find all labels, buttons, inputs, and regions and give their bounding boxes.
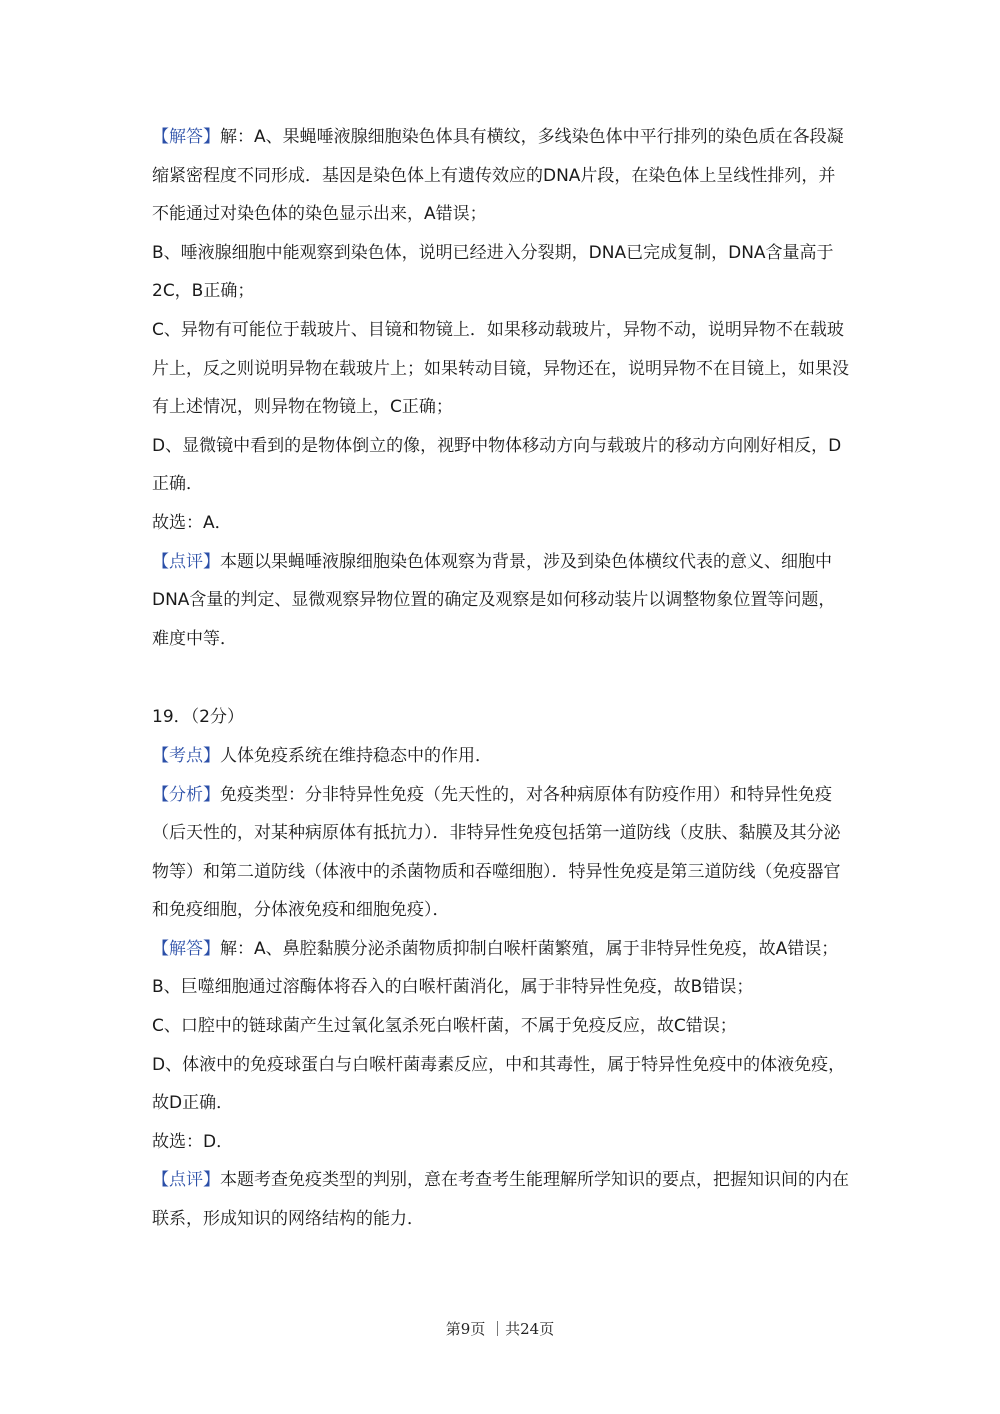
section-gap: [152, 658, 852, 698]
q19-analysis-text: 免疫类型：分非特异性免疫（先天性的，对各种病原体有防疫作用）和特异性免疫（后天性的，对某种病原体有抵抗力）．非特异性免疫包括第一道防线（皮肤、黏膜及其分泌物等）和第二道防线（体液中的杀菌物质和吞噬细胞）．特异性免疫是第三道防线（免疫器官和免疫细胞，分体液免疫和细胞免疫）．: [152, 784, 841, 921]
q18-answer-b: B、唾液腺细胞中能观察到染色体，说明已经进入分裂期，DNA已完成复制，DNA含量高于2C，B正确；: [152, 242, 834, 302]
q19-answer-d: D、体液中的免疫球蛋白与白喉杆菌毒素反应，中和其毒性，属于特异性免疫中的体液免疫，故D正确．: [152, 1054, 846, 1114]
q19-answer-b: B、巨噬细胞通过溶酶体将吞入的白喉杆菌消化，属于非特异性免疫，故B错误；: [152, 977, 754, 998]
q19-choice: 故选：D．: [152, 1131, 234, 1152]
q18-answer-a: [152, 118, 852, 234]
q18-answer-c: C、异物有可能位于载玻片、目镜和物镜上．如果移动载玻片，异物不动，说明异物不在载玻片上，反之则说明异物在载玻片上；如果转动目镜，异物还在，说明异物不在目镜上，如果没有上述情况，则异物在物镜上，C正确；: [152, 319, 849, 418]
page-footer: 第9页 ｜共24页: [445, 1320, 555, 1338]
q18-review: [152, 543, 852, 659]
q19-analysis: [152, 776, 852, 930]
q18-review-text: 本题以果蝇唾液腺细胞染色体观察为背景，涉及到染色体横纹代表的意义、细胞中DNA含量的判定、显微观察异物位置的确定及观察是如何移动装片以调整物象位置等问题，难度中等．: [152, 551, 836, 649]
q18-answer-d: D、显微镜中看到的是物体倒立的像，视野中物体移动方向与载玻片的移动方向刚好相反，D正确．: [152, 435, 842, 495]
q19-point-text: 人体免疫系统在维持稳态中的作用．: [220, 745, 492, 766]
q19-answer-a: [152, 930, 852, 969]
q19-review-text: 本题考查免疫类型的判别，意在考查考生能理解所学知识的要点，把握知识间的内在联系，形成知识的网络结构的能力．: [152, 1170, 849, 1230]
q19-analysis-tag: 【分析】: [152, 784, 220, 805]
q19-review-tag: 【点评】: [152, 1170, 220, 1191]
q19-answer-a-text: 解：A、鼻腔黏膜分泌杀菌物质抑制白喉杆菌繁殖，属于非特异性免疫，故A错误；: [220, 938, 839, 959]
q19-review: [152, 1161, 852, 1238]
q18-choice: 故选：A．: [152, 512, 232, 533]
q18-answer-tag: 【解答】: [152, 127, 220, 147]
q19-answer-c: C、口腔中的链球菌产生过氧化氢杀死白喉杆菌，不属于免疫反应，故C错误；: [152, 1016, 737, 1037]
q19-answer-tag: 【解答】: [152, 938, 220, 959]
q19-header: 19．（2分）: [152, 707, 244, 728]
q19-point: [152, 737, 852, 776]
q18-answer-a-text: 解：A、果蝇唾液腺细胞染色体具有横纹，多线染色体中平行排列的染色质在各段凝缩紧密程度不同形成．基因是染色体上有遗传效应的DNA片段，在染色体上呈线性排列，并不能通过对染色体的染色显示出来，A错误；: [152, 127, 844, 225]
q18-review-tag: 【点评】: [152, 551, 220, 572]
q19-point-tag: 【考点】: [152, 745, 220, 766]
document-body: [152, 118, 852, 1239]
